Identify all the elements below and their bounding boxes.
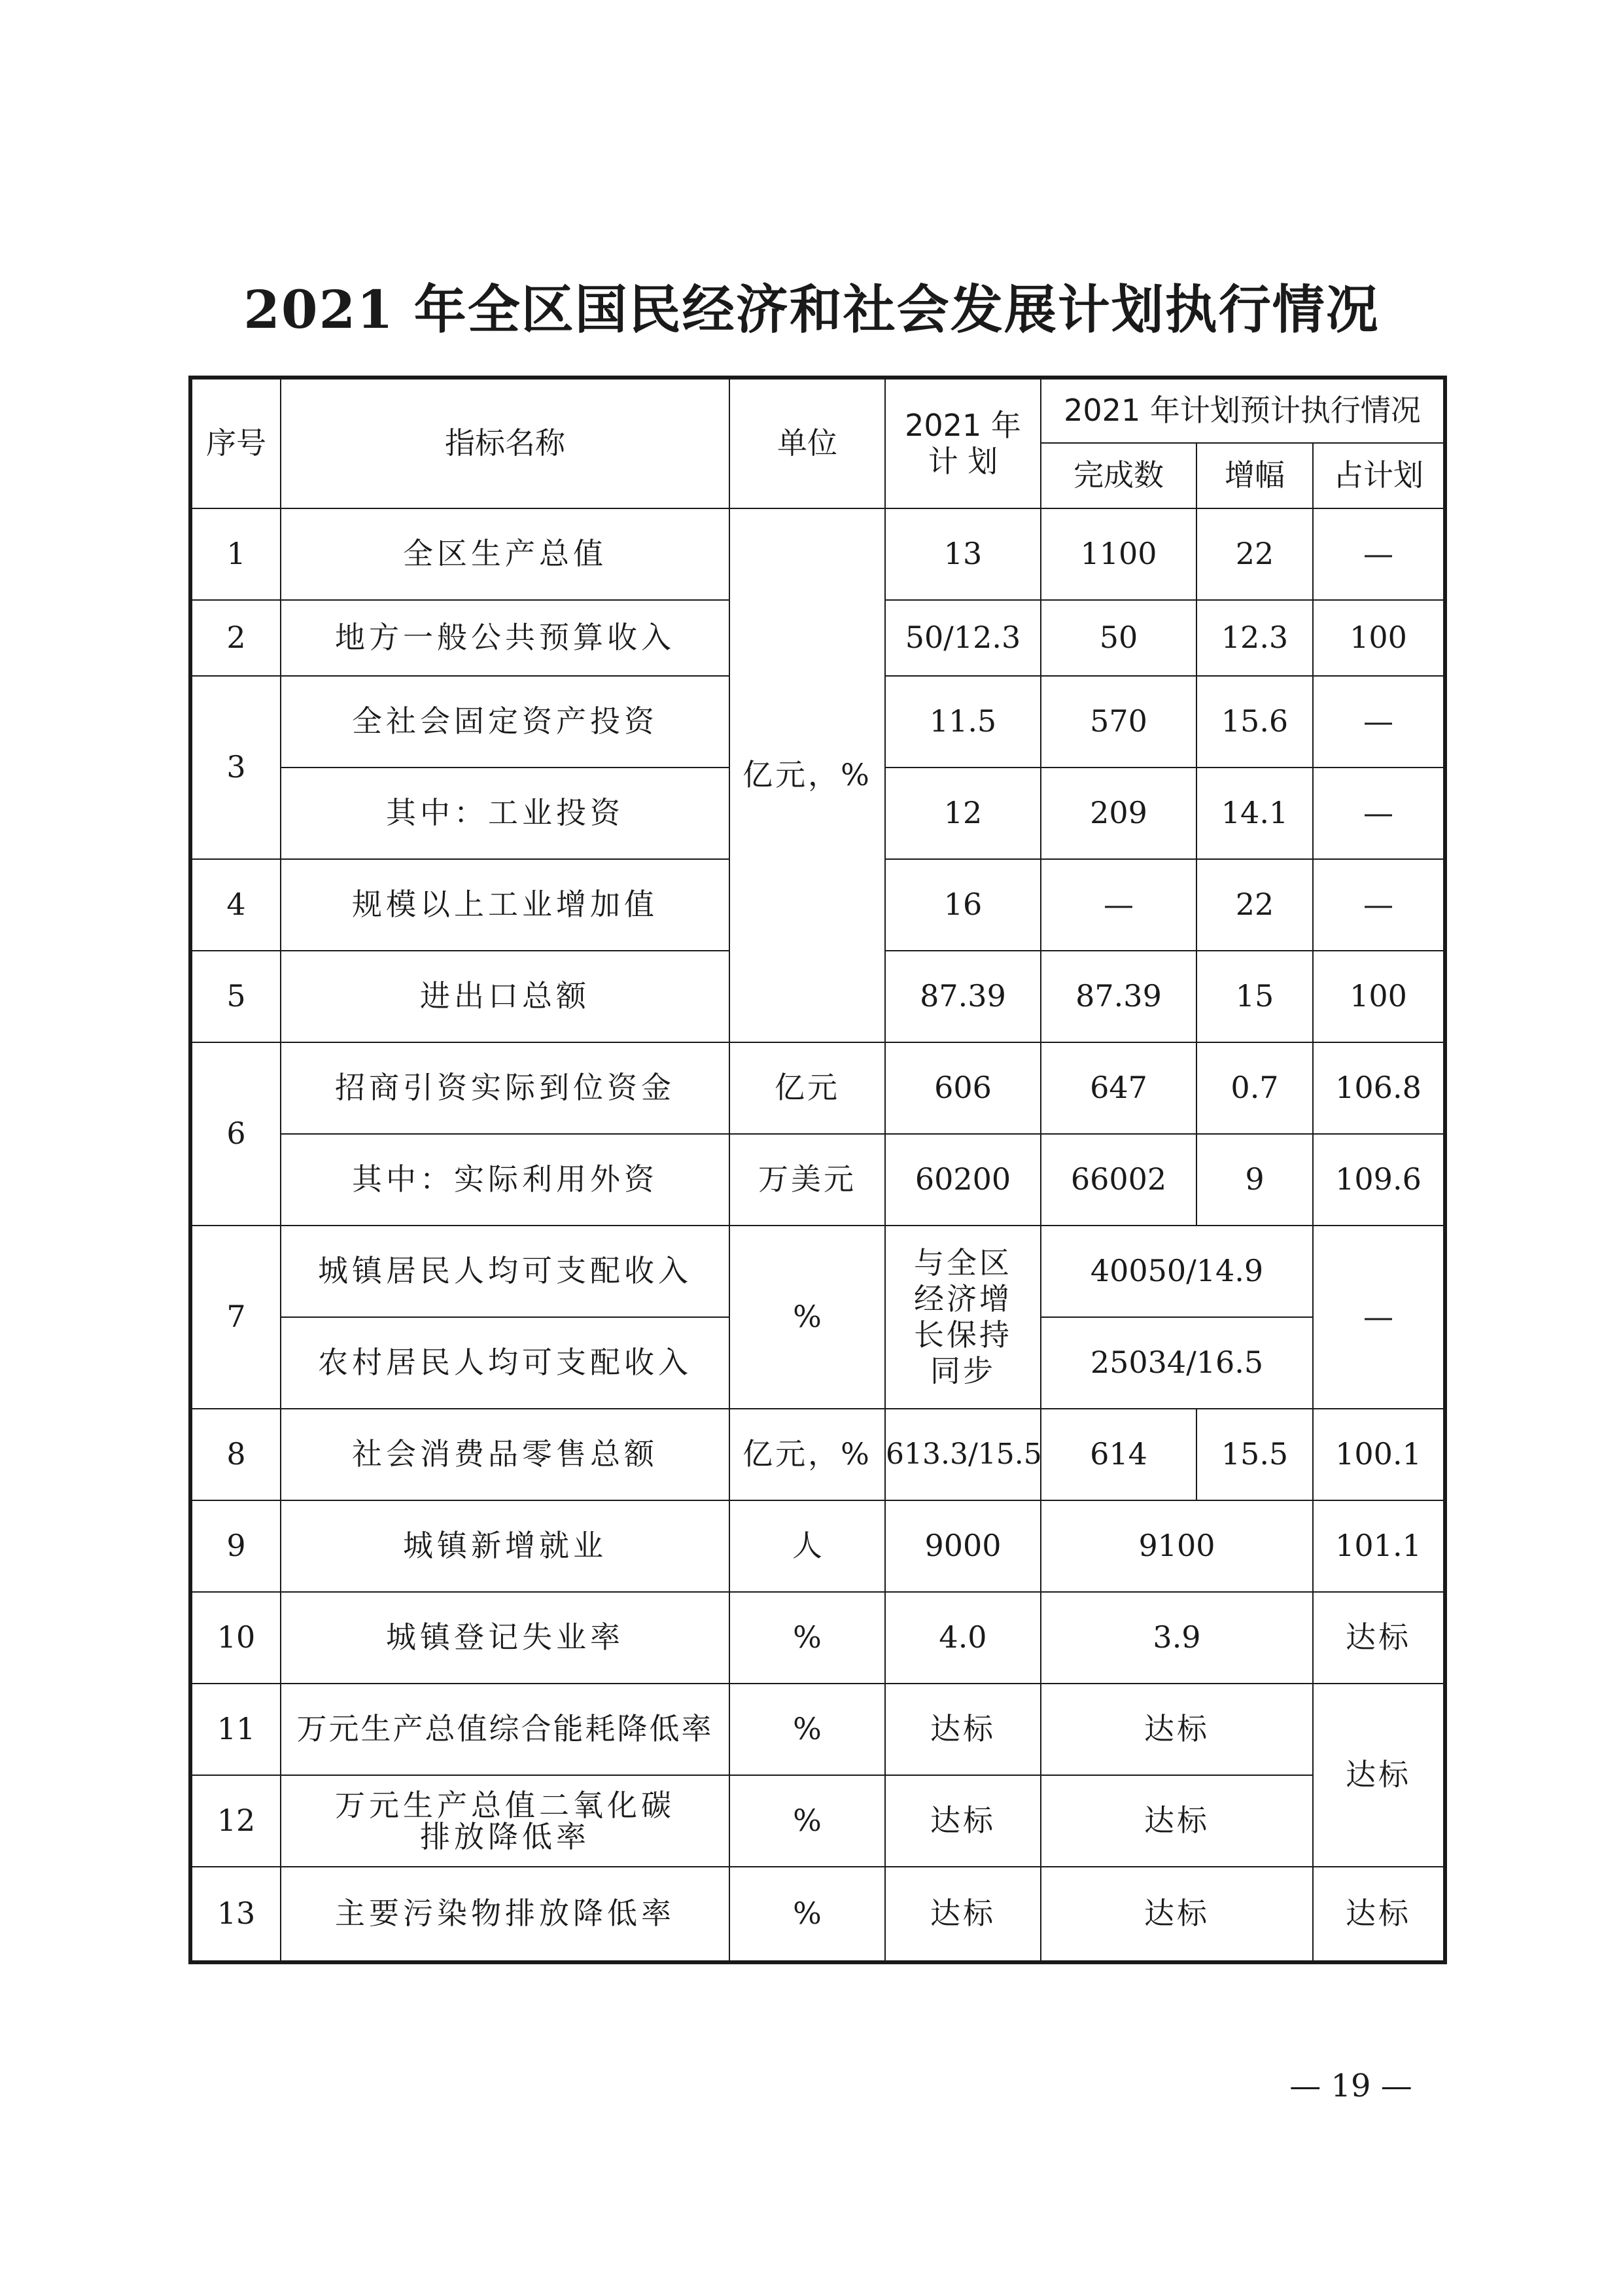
row-done-merged: 3.9 bbox=[1041, 1592, 1313, 1684]
row-name bbox=[281, 1775, 729, 1867]
row-plan: 87.39 bbox=[885, 951, 1041, 1042]
row-unit: % bbox=[729, 1867, 885, 1962]
header-plan-line2: 计 划 bbox=[928, 444, 998, 479]
row-unit: % bbox=[729, 1592, 885, 1684]
header-plan-line1: 2021 年 bbox=[905, 407, 1021, 443]
table-row bbox=[190, 1500, 1445, 1592]
row-ratio: — bbox=[1313, 676, 1445, 768]
row-ratio: 106.8 bbox=[1313, 1042, 1445, 1134]
row-name: 全区生产总值 bbox=[281, 508, 729, 600]
row-ratio: 达标 bbox=[1313, 1867, 1445, 1962]
row-ratio: 100 bbox=[1313, 600, 1445, 676]
row-ratio-merged: 达标 bbox=[1313, 1684, 1445, 1867]
row-plan: 606 bbox=[885, 1042, 1041, 1134]
row7-plan-line: 长保持 bbox=[914, 1317, 1012, 1352]
row-name: 规模以上工业增加值 bbox=[281, 859, 729, 951]
row-seq: 8 bbox=[190, 1409, 281, 1500]
row-done: 570 bbox=[1041, 676, 1196, 768]
row-ratio: — bbox=[1313, 768, 1445, 859]
row-done: — bbox=[1041, 859, 1196, 951]
row-seq: 3 bbox=[190, 676, 281, 859]
row-plan: 达标 bbox=[885, 1775, 1041, 1867]
header-row bbox=[190, 378, 1445, 443]
row-name: 农村居民人均可支配收入 bbox=[281, 1317, 729, 1409]
row-growth: 12.3 bbox=[1196, 600, 1313, 676]
row-plan: 达标 bbox=[885, 1684, 1041, 1775]
row-unit: % bbox=[729, 1684, 885, 1775]
row-unit: 亿元，% bbox=[729, 1409, 885, 1500]
row-plan: 12 bbox=[885, 768, 1041, 859]
row-unit: % bbox=[729, 1226, 885, 1409]
row-growth: 15 bbox=[1196, 951, 1313, 1042]
row-ratio: — bbox=[1313, 508, 1445, 600]
row-plan: 达标 bbox=[885, 1867, 1041, 1962]
row7-plan-line: 同步 bbox=[930, 1353, 996, 1389]
row-plan: 13 bbox=[885, 508, 1041, 600]
header-done: 完成数 bbox=[1041, 443, 1196, 508]
row-plan: 11.5 bbox=[885, 676, 1041, 768]
row-plan: 4.0 bbox=[885, 1592, 1041, 1684]
row-growth: 22 bbox=[1196, 859, 1313, 951]
row-growth: 0.7 bbox=[1196, 1042, 1313, 1134]
row-plan: 613.3/15.5 bbox=[885, 1409, 1041, 1500]
row-seq: 7 bbox=[190, 1226, 281, 1409]
row-done: 614 bbox=[1041, 1409, 1196, 1500]
row-ratio: 100 bbox=[1313, 951, 1445, 1042]
row-name: 城镇登记失业率 bbox=[281, 1592, 729, 1684]
row-name: 城镇新增就业 bbox=[281, 1500, 729, 1592]
table-row bbox=[190, 508, 1445, 600]
table-row bbox=[190, 1867, 1445, 1962]
page-number: — 19 — bbox=[1289, 2068, 1412, 2104]
header-unit: 单位 bbox=[729, 378, 885, 508]
row-name: 其中：实际利用外资 bbox=[281, 1134, 729, 1226]
row-ratio: — bbox=[1313, 859, 1445, 951]
header-growth: 增幅 bbox=[1196, 443, 1313, 508]
row-seq: 10 bbox=[190, 1592, 281, 1684]
row-name: 地方一般公共预算收入 bbox=[281, 600, 729, 676]
row-name: 进出口总额 bbox=[281, 951, 729, 1042]
row-seq: 11 bbox=[190, 1684, 281, 1775]
row-done: 1100 bbox=[1041, 508, 1196, 600]
row-growth: 9 bbox=[1196, 1134, 1313, 1226]
row-done: 50 bbox=[1041, 600, 1196, 676]
row-unit: 万美元 bbox=[729, 1134, 885, 1226]
row7-plan-line: 与全区 bbox=[914, 1245, 1012, 1280]
row-seq: 9 bbox=[190, 1500, 281, 1592]
row-done: 647 bbox=[1041, 1042, 1196, 1134]
row-done-merged: 达标 bbox=[1041, 1775, 1313, 1867]
header-seq: 序号 bbox=[190, 378, 281, 508]
row-name: 主要污染物排放降低率 bbox=[281, 1867, 729, 1962]
table-row bbox=[190, 1042, 1445, 1134]
row-unit: 人 bbox=[729, 1500, 885, 1592]
row-plan: 16 bbox=[885, 859, 1041, 951]
row-unit: % bbox=[729, 1775, 885, 1867]
row-growth: 15.6 bbox=[1196, 676, 1313, 768]
row-done: 87.39 bbox=[1041, 951, 1196, 1042]
row-plan: 9000 bbox=[885, 1500, 1041, 1592]
plan-execution-table bbox=[188, 376, 1447, 1964]
row-growth: 22 bbox=[1196, 508, 1313, 600]
table-row bbox=[190, 1775, 1445, 1867]
unit-merged: 亿元，% bbox=[729, 508, 885, 1042]
row-name: 万元生产总值综合能耗降低率 bbox=[281, 1684, 729, 1775]
table-row bbox=[190, 1684, 1445, 1775]
row-plan: 50/12.3 bbox=[885, 600, 1041, 676]
table-row bbox=[190, 1226, 1445, 1317]
row-seq: 2 bbox=[190, 600, 281, 676]
row7-plan-line: 经济增 bbox=[914, 1280, 1012, 1316]
row-name: 社会消费品零售总额 bbox=[281, 1409, 729, 1500]
row-seq: 12 bbox=[190, 1775, 281, 1867]
page-title: 2021 年全区国民经济和社会发展计划执行情况 bbox=[243, 279, 1380, 340]
row-done-merged: 达标 bbox=[1041, 1684, 1313, 1775]
row-plan: 60200 bbox=[885, 1134, 1041, 1226]
row-done-merged: 达标 bbox=[1041, 1867, 1313, 1962]
row-ratio: 101.1 bbox=[1313, 1500, 1445, 1592]
row-ratio: 109.6 bbox=[1313, 1134, 1445, 1226]
row-unit: 亿元 bbox=[729, 1042, 885, 1134]
row-ratio: 达标 bbox=[1313, 1592, 1445, 1684]
row-done: 66002 bbox=[1041, 1134, 1196, 1226]
row-name: 城镇居民人均可支配收入 bbox=[281, 1226, 729, 1317]
row-done-merged: 40050/14.9 bbox=[1041, 1226, 1313, 1317]
row-done-merged: 9100 bbox=[1041, 1500, 1313, 1592]
row-growth: 14.1 bbox=[1196, 768, 1313, 859]
row-name: 招商引资实际到位资金 bbox=[281, 1042, 729, 1134]
row-done: 209 bbox=[1041, 768, 1196, 859]
row-name-line2: 排放降低率 bbox=[420, 1819, 590, 1854]
row-name-line1: 万元生产总值二氧化碳 bbox=[335, 1787, 675, 1823]
row7-plan bbox=[885, 1226, 1041, 1409]
header-exec-group: 2021 年计划预计执行情况 bbox=[1041, 378, 1445, 443]
row-done-merged: 25034/16.5 bbox=[1041, 1317, 1313, 1409]
row-ratio: 100.1 bbox=[1313, 1409, 1445, 1500]
row-seq: 1 bbox=[190, 508, 281, 600]
row-name: 其中：工业投资 bbox=[281, 768, 729, 859]
row-growth: 15.5 bbox=[1196, 1409, 1313, 1500]
row-name: 全社会固定资产投资 bbox=[281, 676, 729, 768]
row-ratio: — bbox=[1313, 1226, 1445, 1409]
row-seq: 5 bbox=[190, 951, 281, 1042]
header-ratio: 占计划 bbox=[1313, 443, 1445, 508]
header-plan bbox=[885, 378, 1041, 508]
table-row bbox=[190, 1592, 1445, 1684]
row-seq: 6 bbox=[190, 1042, 281, 1226]
table-row bbox=[190, 1134, 1445, 1226]
table-row bbox=[190, 1409, 1445, 1500]
row-seq: 13 bbox=[190, 1867, 281, 1962]
header-name: 指标名称 bbox=[281, 378, 729, 508]
row-seq: 4 bbox=[190, 859, 281, 951]
